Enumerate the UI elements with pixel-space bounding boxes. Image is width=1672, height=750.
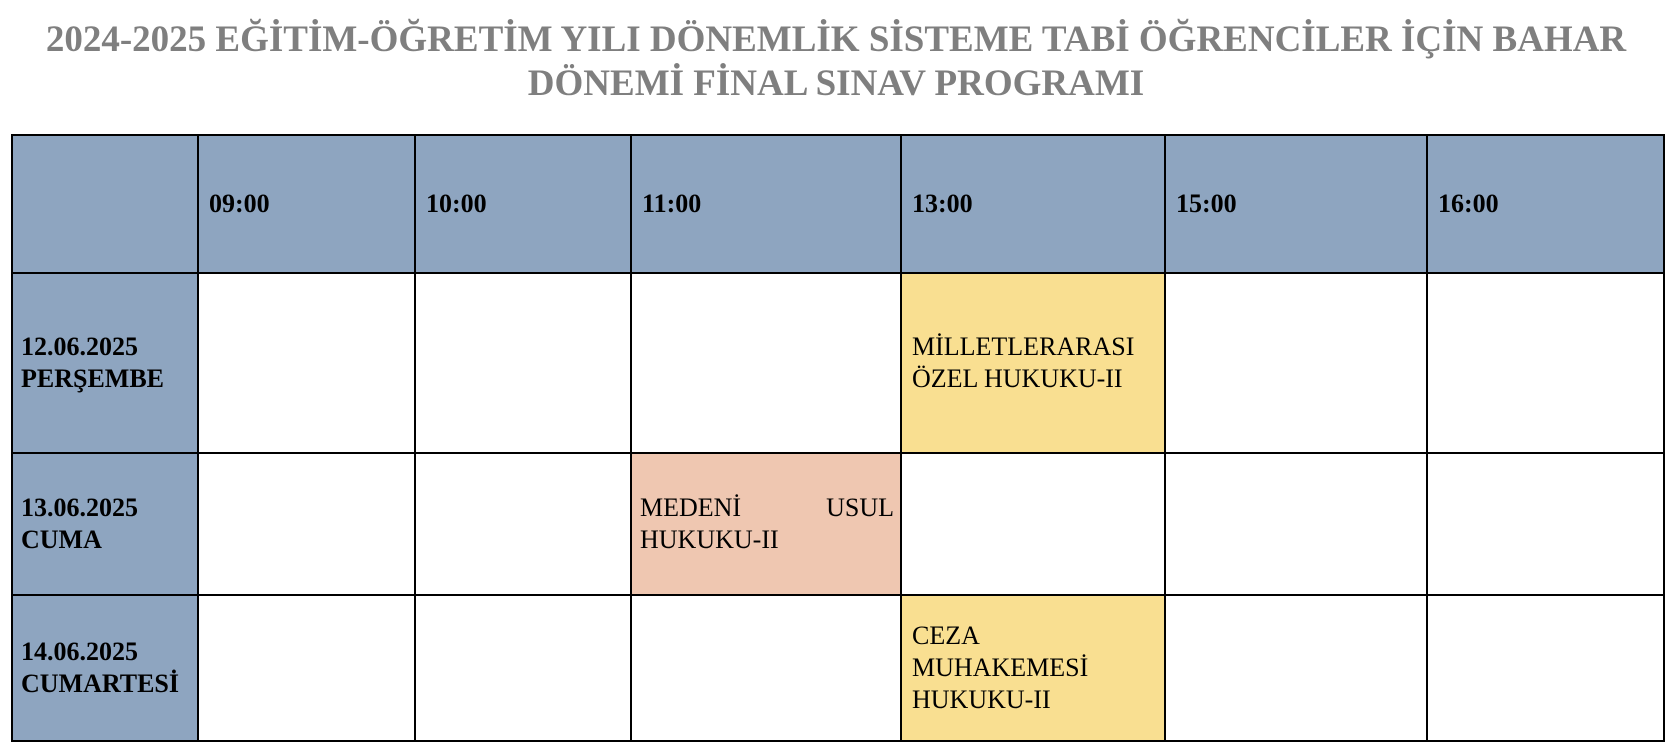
empty-slot — [1165, 453, 1427, 595]
empty-slot — [1427, 453, 1664, 595]
title-line-1: 2024-2025 EĞİTİM-ÖĞRETİM YILI DÖNEMLİK SİSTEME TABİ ÖĞRENCİLER İÇİN BAHAR — [45, 19, 1627, 60]
empty-slot — [631, 273, 901, 453]
time-header-1300: 13:00 — [901, 135, 1165, 273]
day-date: 12.06.2025 — [21, 332, 138, 361]
title-line-2: DÖNEMİ FİNAL SINAV PROGRAMI — [527, 63, 1145, 104]
header-row — [12, 135, 1664, 273]
empty-slot — [631, 595, 901, 741]
empty-slot — [415, 595, 631, 741]
exam-name-line: HUKUKU-II — [640, 525, 779, 554]
empty-slot — [198, 595, 415, 741]
day-weekday: CUMA — [21, 525, 102, 554]
corner-cell — [12, 135, 198, 273]
exam-name-line: MİLLETLERARASI — [912, 332, 1135, 361]
day-date: 13.06.2025 — [21, 493, 138, 522]
page-title — [0, 18, 1672, 106]
exam-name-line: HUKUKU-II — [912, 685, 1051, 714]
time-header-0900: 09:00 — [198, 135, 415, 273]
exam-name-line: MUHAKEMESİ — [912, 653, 1089, 682]
time-header-1500: 15:00 — [1165, 135, 1427, 273]
exam-name-word: USUL — [826, 493, 894, 522]
empty-slot — [901, 453, 1165, 595]
empty-slot — [198, 273, 415, 453]
day-cell — [12, 273, 198, 453]
table-row — [12, 273, 1664, 453]
exam-cell — [901, 273, 1165, 453]
day-weekday: PERŞEMBE — [21, 364, 165, 393]
exam-cell — [901, 595, 1165, 741]
exam-name-line: CEZA — [912, 621, 980, 650]
empty-slot — [1427, 595, 1664, 741]
exam-name-word: MEDENİ — [640, 493, 742, 522]
day-cell — [12, 595, 198, 741]
empty-slot — [1427, 273, 1664, 453]
exam-name-line: ÖZEL HUKUKU-II — [912, 364, 1123, 393]
exam-schedule-table — [11, 134, 1665, 742]
table-row — [12, 453, 1664, 595]
exam-name-line — [640, 492, 894, 524]
day-weekday: CUMARTESİ — [21, 669, 179, 698]
time-header-1100: 11:00 — [631, 135, 901, 273]
exam-cell — [631, 453, 901, 595]
empty-slot — [1165, 595, 1427, 741]
time-header-1000: 10:00 — [415, 135, 631, 273]
time-header-1600: 16:00 — [1427, 135, 1664, 273]
empty-slot — [198, 453, 415, 595]
empty-slot — [415, 453, 631, 595]
empty-slot — [1165, 273, 1427, 453]
day-cell — [12, 453, 198, 595]
table-row — [12, 595, 1664, 741]
day-date: 14.06.2025 — [21, 637, 138, 666]
empty-slot — [415, 273, 631, 453]
